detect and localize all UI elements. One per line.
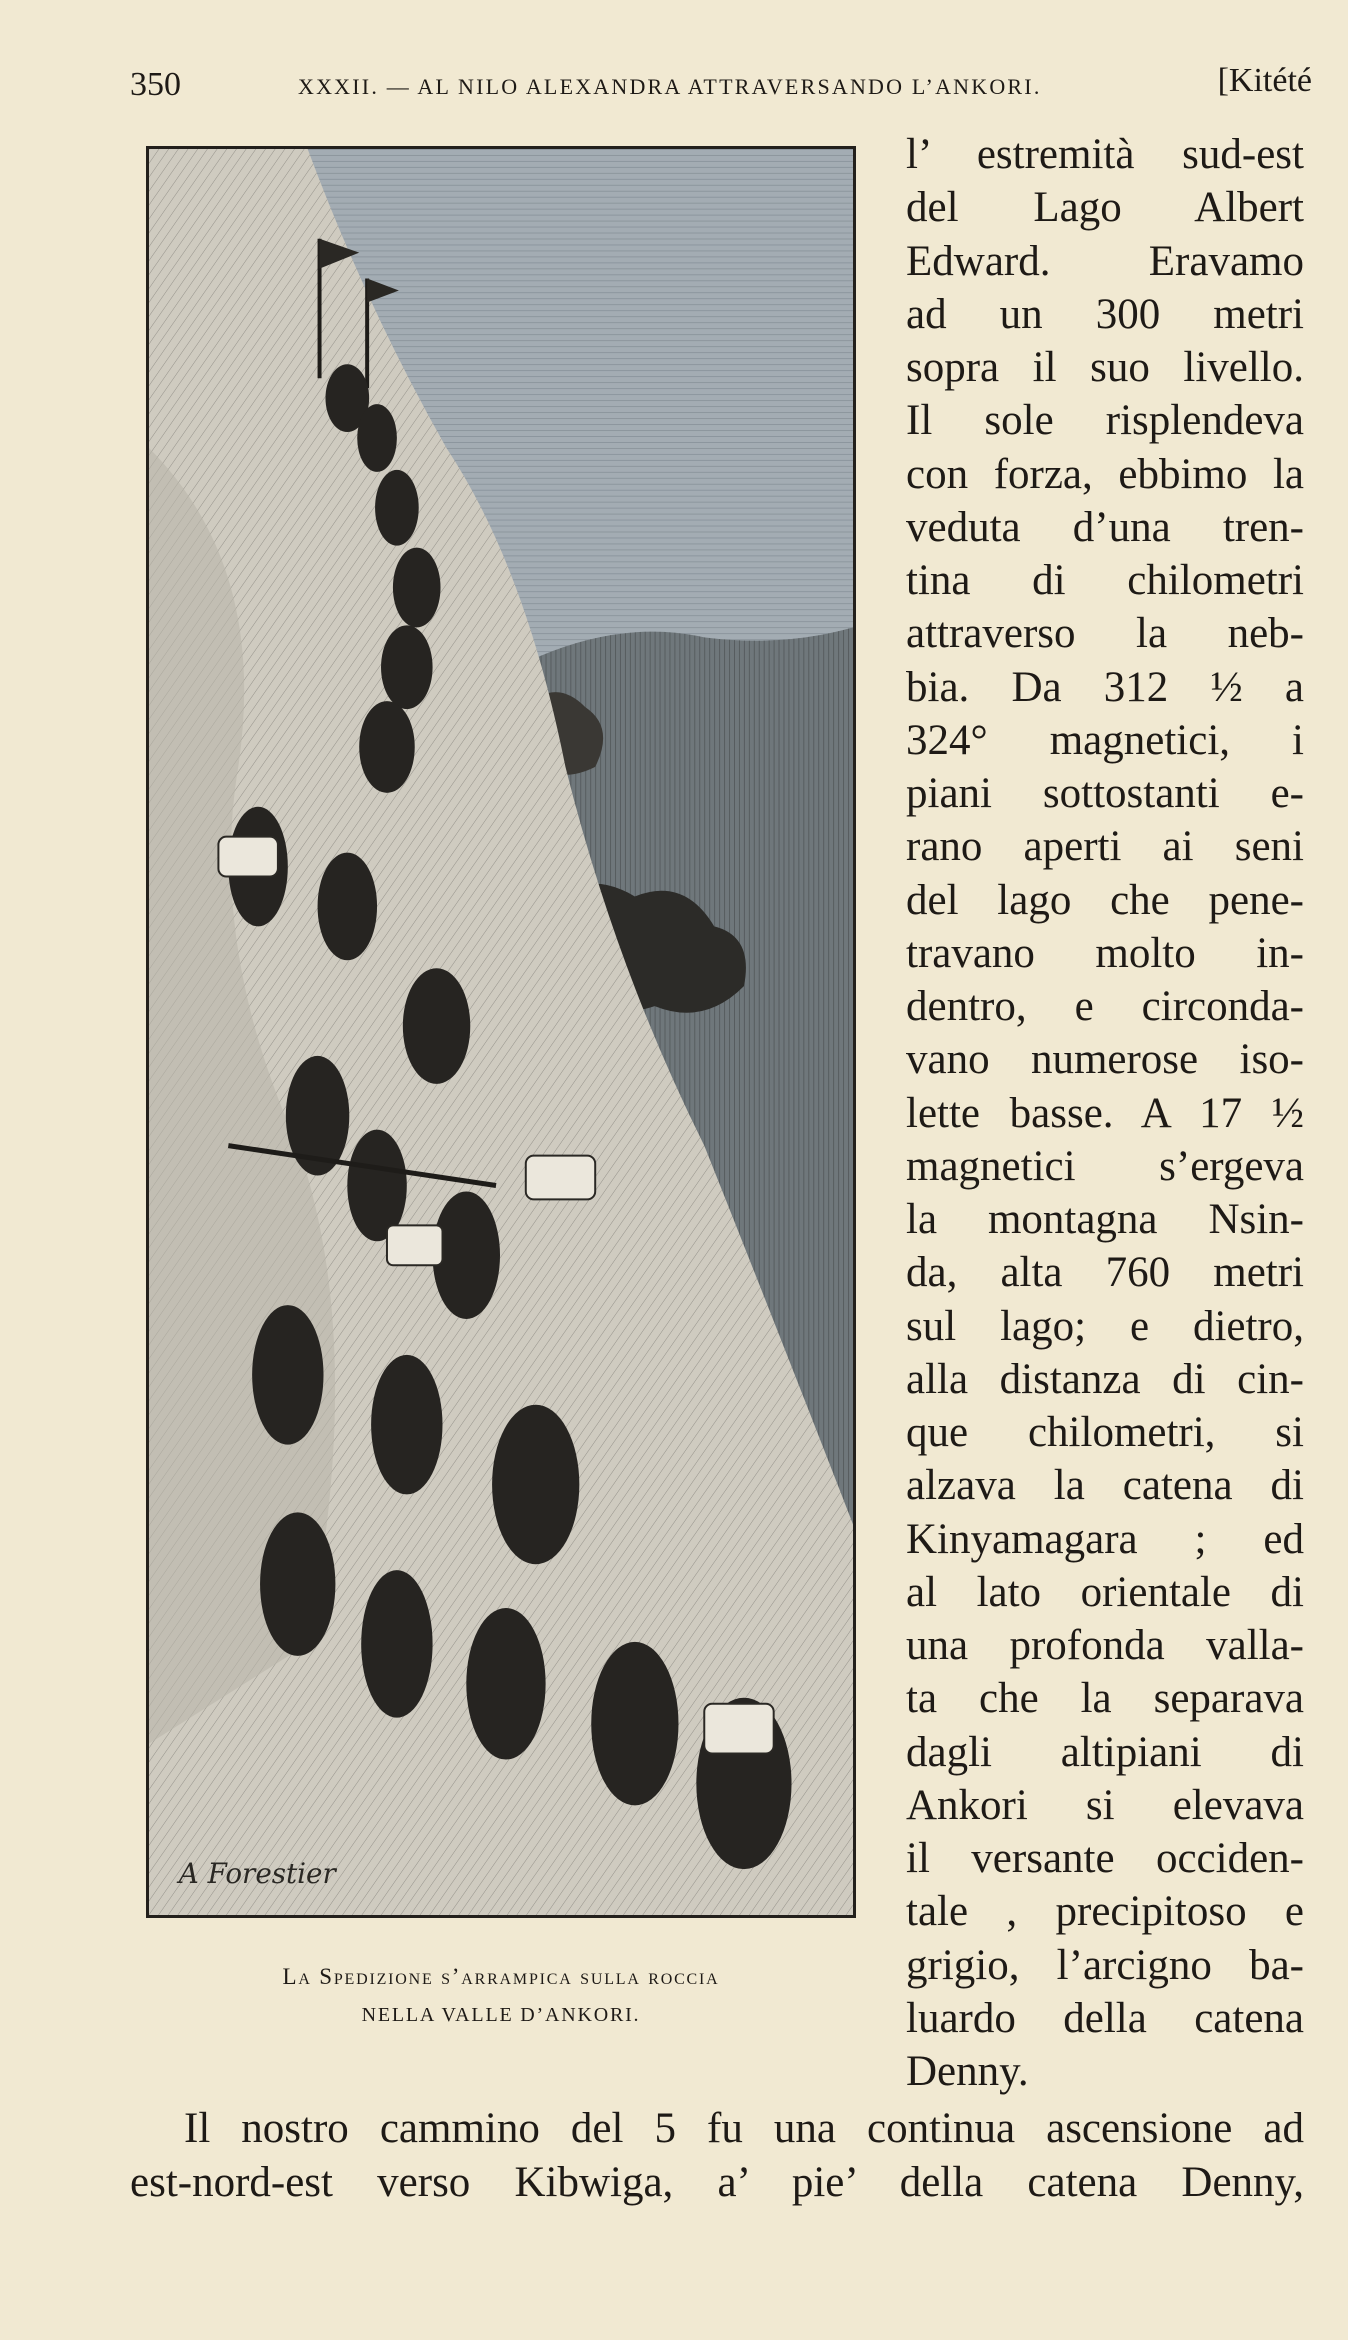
text-line: vano numerose iso- xyxy=(906,1036,1304,1084)
text-line: bia. Da 312 ½ a xyxy=(906,663,1304,711)
text-line: tale , precipitoso e xyxy=(906,1888,1304,1936)
text-line: sopra il suo livello. xyxy=(906,344,1304,391)
text-line: attraverso la neb- xyxy=(906,610,1304,658)
text-line: veduta d’una tren- xyxy=(906,503,1304,551)
text-line: dentro, e circonda- xyxy=(906,983,1304,1030)
text-line: ad un 300 metri xyxy=(906,290,1304,338)
text-line: tina di chilometri xyxy=(906,557,1304,604)
text-line: lette basse. A 17 ½ xyxy=(906,1089,1304,1137)
text-line: Il nostro cammino del 5 fu una continua ascensione ad xyxy=(184,2105,1304,2152)
engraver-signature: A Forestier xyxy=(178,1857,336,1891)
text-line: ta che la separava xyxy=(906,1675,1304,1723)
text-line: l’ estremità sud-est xyxy=(906,131,1304,178)
text-line: la montagna Nsin- xyxy=(906,1196,1304,1243)
text-line: est-nord-est verso Kibwiga, a’ pie’ della catena Denny, xyxy=(130,2159,1304,2206)
text-line: 324° magnetici, i xyxy=(906,716,1304,764)
text-line: piani sottostanti e- xyxy=(906,770,1304,817)
text-line: del Lago Albert xyxy=(906,184,1304,232)
climbing-expedition-engraving xyxy=(149,149,853,1915)
text-line: que chilometri, si xyxy=(906,1409,1304,1456)
text-line: da, alta 760 metri xyxy=(906,1249,1304,1297)
engraving-illustration xyxy=(146,146,856,1918)
text-line: del lago che pene- xyxy=(906,876,1304,924)
running-head xyxy=(130,62,1312,112)
text-line: rano aperti ai seni xyxy=(906,823,1304,871)
text-line: grigio, l’arcigno ba- xyxy=(906,1941,1304,1989)
text-line: travano molto in- xyxy=(906,929,1304,977)
full-width-paragraph xyxy=(130,2102,1304,2210)
text-column xyxy=(906,128,1304,2098)
section-marker: [Kitété xyxy=(1217,62,1312,99)
caption-line: NELLA VALLE D’ANKORI. xyxy=(361,2004,641,2026)
text-line: Denny. xyxy=(906,2048,1029,2095)
text-line: magnetici s’ergeva xyxy=(906,1142,1304,1190)
text-line: alla distanza di cin- xyxy=(906,1355,1304,1403)
caption-line: La Spedizione s’arrampica sulla roccia xyxy=(282,1964,720,1989)
text-line: sul lago; e dietro, xyxy=(906,1302,1304,1350)
text-line: dagli altipiani di xyxy=(906,1728,1304,1776)
text-line: Il sole risplendeva xyxy=(906,397,1304,445)
running-title: XXXII. — AL NILO ALEXANDRA ATTRAVERSANDO L’ANKORI. xyxy=(298,74,1042,99)
text-line: il versante occiden- xyxy=(906,1835,1304,1882)
text-line: Kinyamagara ; ed xyxy=(906,1515,1304,1563)
page-number: 350 xyxy=(130,66,181,103)
text-line: alzava la catena di xyxy=(906,1462,1304,1510)
text-line: Ankori si elevava xyxy=(906,1781,1304,1829)
text-line: Edward. Eravamo xyxy=(906,237,1304,285)
text-line: una profonda valla- xyxy=(906,1622,1304,1669)
figure-caption xyxy=(146,1958,856,2034)
text-line: al lato orientale di xyxy=(906,1568,1304,1616)
text-line: luardo della catena xyxy=(906,1994,1304,2042)
text-line: con forza, ebbimo la xyxy=(906,450,1304,498)
